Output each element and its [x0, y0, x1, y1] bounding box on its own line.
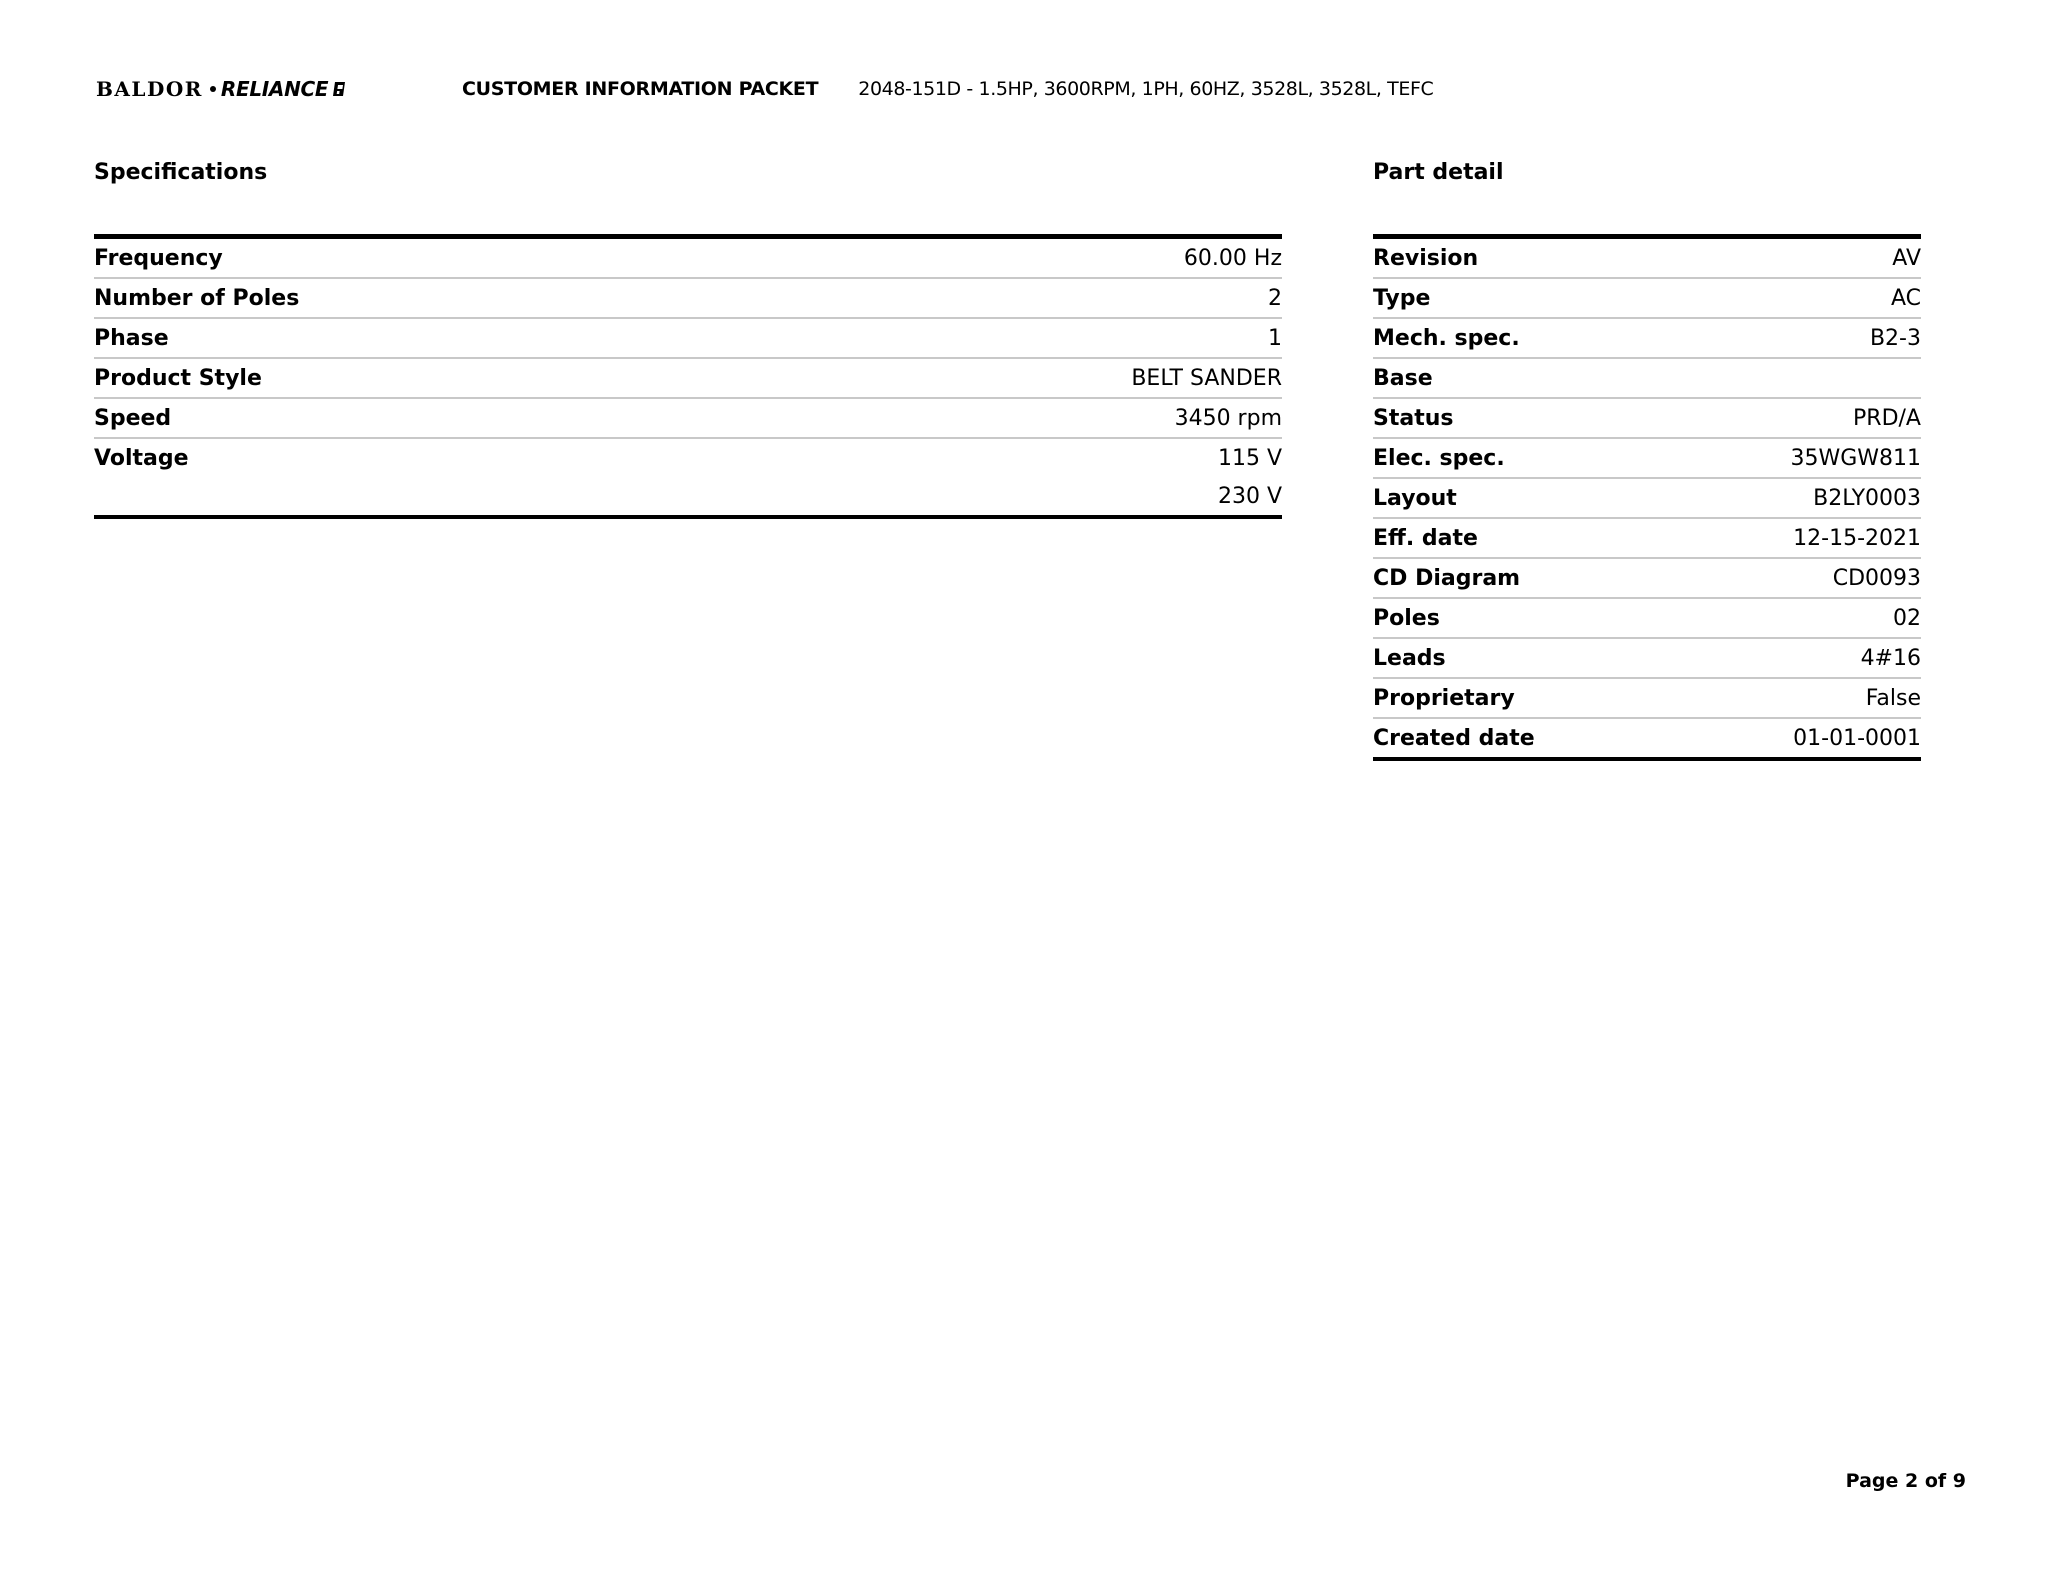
- spec-value: 3450 rpm: [1174, 405, 1282, 431]
- spec-value: 2: [1268, 285, 1282, 311]
- spec-value: 230 V: [1217, 483, 1282, 509]
- spec-label: Speed: [94, 405, 172, 431]
- part-value: B2-3: [1869, 325, 1921, 351]
- part-detail-title: Part detail: [1373, 160, 1504, 185]
- page-number: Page 2 of 9: [1845, 1470, 1966, 1492]
- part-label: Revision: [1373, 245, 1479, 271]
- spec-row-voltage: [94, 439, 1282, 477]
- spec-row-voltage-continued: [94, 477, 1282, 515]
- part-label: Leads: [1373, 645, 1446, 671]
- part-row-leads: [1373, 639, 1921, 679]
- part-detail-table: [1373, 234, 1921, 761]
- part-label: Proprietary: [1373, 685, 1515, 711]
- spec-value: 115 V: [1217, 445, 1282, 471]
- packet-title: CUSTOMER INFORMATION PACKET: [462, 78, 819, 100]
- part-label: Elec. spec.: [1373, 445, 1505, 471]
- spec-label: Frequency: [94, 245, 223, 271]
- part-label: Status: [1373, 405, 1454, 431]
- part-value: 4#16: [1860, 645, 1921, 671]
- part-label: Poles: [1373, 605, 1440, 631]
- spec-row-number-of-poles: [94, 279, 1282, 319]
- part-row-poles: [1373, 599, 1921, 639]
- part-row-layout: [1373, 479, 1921, 519]
- part-label: CD Diagram: [1373, 565, 1521, 591]
- logo-mark-icon: [332, 81, 346, 97]
- spec-value: BELT SANDER: [1131, 365, 1282, 391]
- spec-label: Number of Poles: [94, 285, 300, 311]
- part-detail-section: [1373, 158, 1921, 761]
- part-row-elec-spec: [1373, 439, 1921, 479]
- part-row-revision: [1373, 239, 1921, 279]
- part-label: Layout: [1373, 485, 1457, 511]
- part-value: 12-15-2021: [1793, 525, 1921, 551]
- part-label: Created date: [1373, 725, 1535, 751]
- specifications-table: [94, 234, 1282, 519]
- spec-row-frequency: [94, 239, 1282, 279]
- part-value: False: [1865, 685, 1921, 711]
- part-row-proprietary: [1373, 679, 1921, 719]
- part-row-status: [1373, 399, 1921, 439]
- spec-label: Phase: [94, 325, 169, 351]
- page-header: [96, 74, 1433, 104]
- part-row-created-date: [1373, 719, 1921, 757]
- part-row-base: [1373, 359, 1921, 399]
- spec-row-speed: [94, 399, 1282, 439]
- baldor-reliance-logo: [96, 74, 442, 104]
- part-label: Eff. date: [1373, 525, 1478, 551]
- logo-baldor-text: BALDOR: [96, 77, 203, 101]
- spec-row-product-style: [94, 359, 1282, 399]
- part-row-type: [1373, 279, 1921, 319]
- specifications-title: Specifications: [94, 160, 268, 185]
- part-value: PRD/A: [1853, 405, 1921, 431]
- spec-label: Voltage: [94, 445, 189, 471]
- part-value: B2LY0003: [1813, 485, 1921, 511]
- logo-reliance-text: RELIANCE: [220, 77, 329, 101]
- spec-value: 60.00 Hz: [1183, 245, 1282, 271]
- part-description: 2048-151D - 1.5HP, 3600RPM, 1PH, 60HZ, 3528L, 3528L, TEFC: [858, 78, 1434, 100]
- part-value: 35WGW811: [1790, 445, 1921, 471]
- part-label: Mech. spec.: [1373, 325, 1520, 351]
- part-label: Type: [1373, 285, 1431, 311]
- part-row-eff-date: [1373, 519, 1921, 559]
- specifications-section: [94, 158, 1282, 519]
- part-value: AC: [1890, 285, 1921, 311]
- spec-row-phase: [94, 319, 1282, 359]
- part-row-cd-diagram: [1373, 559, 1921, 599]
- spec-label: Product Style: [94, 365, 262, 391]
- logo-separator-dot: [210, 86, 216, 92]
- part-row-mech-spec: [1373, 319, 1921, 359]
- spec-value: 1: [1268, 325, 1282, 351]
- part-label: Base: [1373, 365, 1433, 391]
- part-value: CD0093: [1832, 565, 1921, 591]
- part-value: 02: [1893, 605, 1921, 631]
- part-value: AV: [1892, 245, 1921, 271]
- part-value: 01-01-0001: [1793, 725, 1921, 751]
